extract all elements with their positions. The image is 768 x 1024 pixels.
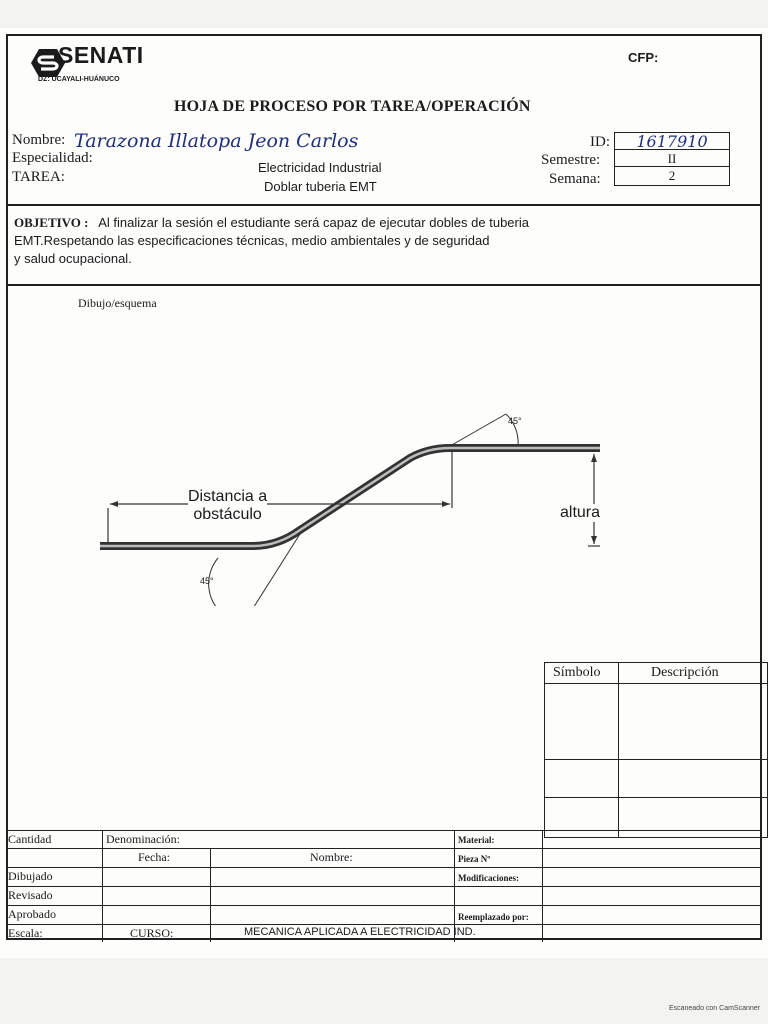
objective-label: OBJETIVO : [14,215,89,230]
distance-label-line-1: Distancia a [188,488,268,505]
semana-label: Semana: [549,171,601,187]
objective-line-2: EMT.Respetando las especificaciones técnicas, medio ambientales y de seguridad [14,233,490,248]
document-title: HOJA DE PROCESO POR TAREA/OPERACIÓN [174,98,531,115]
divider-objective [8,284,760,286]
especialidad-label: Especialidad: [12,150,93,166]
symbol-table-row [545,759,767,760]
description-column-header: Descripción [651,665,719,680]
fecha-label: Fecha: [138,850,170,864]
angle-top-label: 45° [508,416,522,426]
distance-label-line-2: obstáculo [193,506,262,523]
drawing-section-label: Dibujo/esquema [78,296,157,310]
reemplazado-label: Reemplazado por: [458,912,529,922]
curso-value: MECANICA APLICADA A ELECTRICIDAD IND. [244,926,476,938]
id-label: ID: [590,134,610,150]
distance-arrow-left [110,501,118,507]
semana-value: 2 [668,168,676,183]
semestre-value: II [615,150,729,167]
height-arrow-bottom [591,536,597,544]
angle-bottom-label: 45° [200,576,214,586]
id-value: 1617910 [615,133,729,150]
symbol-table [544,662,768,838]
divider-header [8,204,760,206]
title-block-table [8,830,764,948]
distance-arrow-right [442,501,450,507]
cfp-label: CFP: [628,50,659,65]
brand-name: SENATI [58,42,144,68]
dibujado-label: Dibujado [8,869,53,883]
nombre-label: Nombre: [12,132,66,148]
conduit-highlight [100,448,600,546]
symbol-column-header: Símbolo [553,665,601,680]
material-label: Material: [458,835,495,845]
semestre-label: Semestre: [541,152,601,168]
document-sheet [0,28,768,958]
id-box [614,132,730,186]
objective-line-1: Al finalizar la sesión el estudiante será capaz de ejecutar dobles de tuberia [98,215,529,230]
especialidad-value: Electricidad Industrial [258,160,382,175]
scanner-watermark: Escaneado con CamScanner [668,1005,760,1012]
denominacion-label: Denominación: [106,832,180,846]
angle-top-leader [450,414,506,446]
tarea-label: TAREA: [12,169,65,185]
aprobado-label: Aprobado [8,907,56,921]
escala-label: Escala: [8,926,43,940]
sheet-frame [6,34,762,940]
height-arrow-top [591,454,597,462]
tarea-value: Doblar tuberia EMT [264,179,377,194]
distance-label [188,488,267,524]
objective-line-3: y salud ocupacional. [14,251,132,266]
modificaciones-label: Modificaciones: [458,873,519,883]
nombre-value: Tarazona Illatopa Jeon Carlos [74,130,359,152]
symbol-table-row [545,683,767,684]
curso-label: CURSO: [130,926,174,940]
objective-block [14,214,594,268]
cantidad-label: Cantidad [8,832,52,846]
revisado-label: Revisado [8,888,53,902]
symbol-table-divider [618,663,619,837]
symbol-table-row [545,797,767,798]
brand-subtitle: DZ: UCAYALI-HUÁNUCO [38,76,120,83]
height-label: altura [560,504,601,521]
emt-bend-diagram [88,396,628,606]
nombre-header: Nombre: [310,850,353,864]
pieza-label: Pieza Nº [458,854,491,864]
